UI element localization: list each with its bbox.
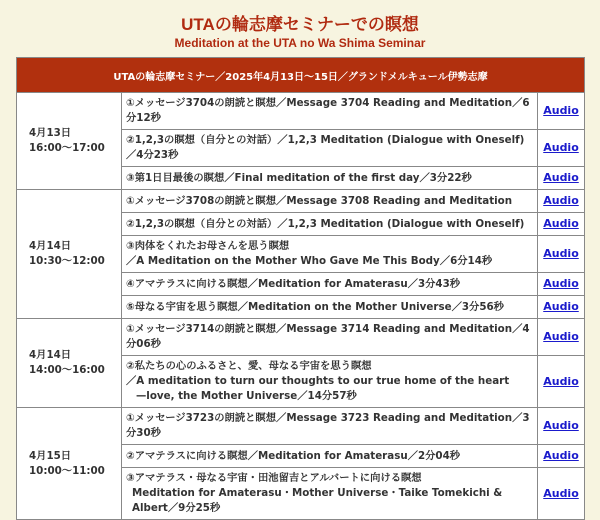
- title-line: ③肉体をくれたお母さんを思う瞑想: [126, 240, 290, 252]
- meditation-title: [122, 213, 538, 236]
- meditation-title: [122, 273, 538, 296]
- title-line: ⑤母なる宇宙を思う瞑想／Meditation on the Mother Universe／3分56秒: [126, 300, 504, 313]
- audio-cell: [538, 296, 585, 319]
- time-label: 14:00～16:00: [29, 364, 105, 376]
- table-row: [17, 93, 585, 130]
- audio-cell: [538, 445, 585, 468]
- page-title: UTAの輪志摩セミナーでの瞑想: [181, 15, 419, 34]
- audio-link[interactable]: Audio: [543, 247, 579, 260]
- audio-cell: [538, 213, 585, 236]
- audio-cell: [538, 93, 585, 130]
- audio-cell: [538, 130, 585, 167]
- title-line: ②1,2,3の瞑想（自分との対話）／1,2,3 Meditation (Dialogue with Oneself)／4分23秒: [126, 134, 525, 161]
- date-label: 4月13日: [29, 127, 72, 139]
- session-date: [17, 93, 122, 190]
- title-line: ①メッセージ3704の朗読と瞑想／Message 3704 Reading and Meditation／6分12秒: [126, 97, 530, 124]
- audio-link[interactable]: Audio: [543, 330, 579, 343]
- audio-link[interactable]: Audio: [543, 300, 579, 313]
- audio-cell: [538, 236, 585, 273]
- date-label: 4月15日: [29, 449, 72, 462]
- meditation-title: [122, 468, 538, 520]
- audio-link[interactable]: Audio: [543, 374, 579, 388]
- meditation-title: [122, 296, 538, 319]
- audio-cell: [538, 468, 585, 520]
- audio-link[interactable]: Audio: [543, 194, 579, 207]
- table-row: [17, 319, 585, 356]
- title-line: ／A meditation to turn our thoughts to our true home of the heart: [126, 375, 510, 387]
- table-header: UTAの輪志摩セミナー／2025年4月13日～15日／グランドメルキュール伊勢志摩: [17, 58, 585, 93]
- meditation-title: [122, 130, 538, 167]
- session-date: [17, 319, 122, 408]
- time-label: 16:00～17:00: [29, 142, 105, 154]
- audio-link[interactable]: Audio: [543, 449, 579, 462]
- audio-link[interactable]: Audio: [543, 171, 579, 184]
- session-date: [17, 408, 122, 520]
- audio-cell: [538, 167, 585, 190]
- meditation-table: [16, 57, 585, 520]
- title-line: ③第1日目最後の瞑想／Final meditation of the first day／3分22秒: [126, 171, 472, 184]
- title-line: ①メッセージ3723の朗読と瞑想／Message 3723 Reading and Meditation／3分30秒: [126, 412, 530, 439]
- time-label: 10:30～12:00: [29, 255, 105, 267]
- meditation-title: [122, 356, 538, 408]
- meditation-title: [122, 319, 538, 356]
- audio-cell: [538, 408, 585, 445]
- title-line: ②1,2,3の瞑想（自分との対話）／1,2,3 Meditation (Dialogue with Oneself): [126, 217, 525, 230]
- audio-link[interactable]: Audio: [543, 217, 579, 230]
- meditation-title: [122, 190, 538, 213]
- title-line: ②アマテラスに向ける瞑想／Meditation for Amaterasu／2分04秒: [126, 449, 461, 462]
- audio-link[interactable]: Audio: [543, 104, 579, 117]
- audio-link[interactable]: Audio: [543, 277, 579, 290]
- audio-link[interactable]: Audio: [543, 486, 579, 500]
- title-line: ②私たちの心のふるさと、愛、母なる宇宙を思う瞑想: [126, 360, 372, 372]
- audio-cell: [538, 356, 585, 408]
- meditation-title: [122, 167, 538, 190]
- title-line: ③アマテラス・母なる宇宙・田池留吉とアルバートに向ける瞑想: [126, 472, 422, 484]
- title-line: ④アマテラスに向ける瞑想／Meditation for Amaterasu／3分43秒: [126, 277, 461, 290]
- audio-cell: [538, 190, 585, 213]
- table-row: [17, 190, 585, 213]
- audio-link[interactable]: Audio: [543, 419, 579, 432]
- date-label: 4月14日: [29, 240, 72, 252]
- audio-cell: [538, 273, 585, 296]
- table-row: [17, 408, 585, 445]
- title-line: ①メッセージ3714の朗読と瞑想／Message 3714 Reading and Meditation／4分06秒: [126, 323, 530, 350]
- date-label: 4月14日: [29, 349, 72, 361]
- meditation-title: [122, 445, 538, 468]
- title-line: ／A Meditation on the Mother Who Gave Me This Body／6分14秒: [126, 255, 493, 267]
- meditation-title: [122, 93, 538, 130]
- audio-cell: [538, 319, 585, 356]
- title-line: —love, the Mother Universe／14分57秒: [136, 390, 357, 402]
- audio-link[interactable]: Audio: [543, 141, 579, 154]
- meditation-title: [122, 236, 538, 273]
- session-date: [17, 190, 122, 319]
- page-subtitle: Meditation at the UTA no Wa Shima Seminar: [174, 36, 426, 50]
- title-line: ①メッセージ3708の朗読と瞑想／Message 3708 Reading and Meditation: [126, 194, 513, 207]
- title-line: Meditation for Amaterasu・Mother Universe・Taike Tomekichi & Albert／9分25秒: [132, 487, 503, 514]
- time-label: 10:00～11:00: [29, 464, 105, 477]
- meditation-title: [122, 408, 538, 445]
